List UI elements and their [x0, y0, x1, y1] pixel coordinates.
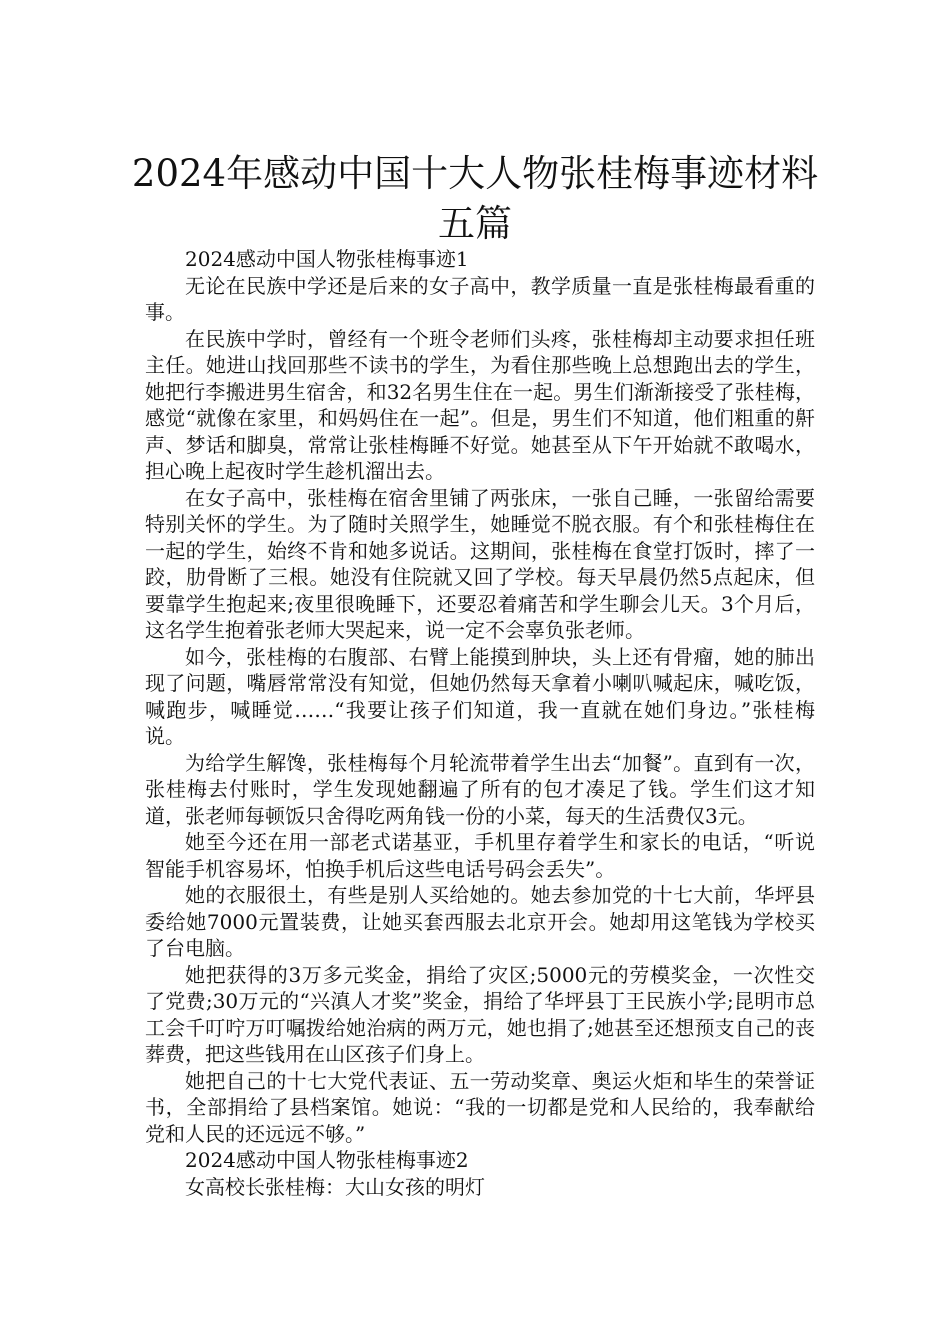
- document-body: [145, 246, 815, 1200]
- paragraph: 她的衣服很土，有些是别人买给她的。她去参加党的十七大前，华坪县委给她7000元置装费，让她买套西服去北京开会。她却用这笔钱为学校买了台电脑。: [145, 883, 815, 960]
- paragraph: 为给学生解馋，张桂梅每个月轮流带着学生出去“加餐”。直到有一次，张桂梅去付账时，学生发现她翻遍了所有的包才凑足了钱。学生们这才知道，张老师每顿饭只舍得吃两角钱一份的小菜，每天的生活费仅3元。: [145, 750, 815, 828]
- section-heading-1: 2024感动中国人物张桂梅事迹1: [185, 247, 469, 271]
- paragraph: 她把自己的十七大党代表证、五一劳动奖章、奥运火炬和毕生的荣誉证书，全部捐给了县档案馆。她说：“我的一切都是党和人民给的，我奉献给党和人民的还远远不够。”: [145, 1068, 815, 1146]
- paragraph: 无论在民族中学还是后来的女子高中，教学质量一直是张桂梅最看重的事。: [145, 273, 815, 324]
- paragraph: 在民族中学时，曾经有一个班令老师们头疼，张桂梅却主动要求担任班主任。她进山找回那些不读书的学生，为看住那些晚上总想跑出去的学生，她把行李搬进男生宿舍，和32名男生住在一起。男生们渐渐接受了张桂梅，感觉“就像在家里，和妈妈住在一起”。但是，男生们不知道，他们粗重的鼾声、梦话和脚臭，常常让张桂梅睡不好觉。她甚至从下午开始就不敢喝水，担心晚上起夜时学生趁机溜出去。: [145, 326, 815, 483]
- document-title: 2024年感动中国十大人物张桂梅事迹材料五篇: [131, 151, 819, 245]
- subheading: 女高校长张桂梅：大山女孩的明灯: [185, 1174, 485, 1199]
- paragraph: 她把获得的3万多元奖金，捐给了灾区;5000元的劳模奖金，一次性交了党费;30万元的“兴滇人才奖”奖金，捐给了华坪县丁王民族小学;昆明市总工会千叮咛万叮嘱拨给她治病的两万元，她也捐了;她甚至还想预支自己的丧葬费，把这些钱用在山区孩子们身上。: [145, 962, 815, 1066]
- paragraph: 如今，张桂梅的右腹部、右臂上能摸到肿块，头上还有骨瘤，她的肺出现了问题，嘴唇常常没有知觉，但她仍然每天拿着小喇叭喊起床，喊吃饭，喊跑步，喊睡觉……“我要让孩子们知道，我一直就在她们身边。”张桂梅说。: [145, 644, 815, 748]
- section-heading-2: 2024感动中国人物张桂梅事迹2: [185, 1148, 469, 1172]
- paragraph: 她至今还在用一部老式诺基亚，手机里存着学生和家长的电话，“听说智能手机容易坏，怕换手机后这些电话号码会丢失”。: [145, 830, 815, 881]
- paragraph: 在女子高中，张桂梅在宿舍里铺了两张床，一张自己睡，一张留给需要特别关怀的学生。为了随时关照学生，她睡觉不脱衣服。有个和张桂梅住在一起的学生，始终不肯和她多说话。这期间，张桂梅在食堂打饭时，摔了一跤，肋骨断了三根。她没有住院就又回了学校。每天早晨仍然5点起床，但要靠学生抱起来;夜里很晚睡下，还要忍着痛苦和学生聊会儿天。3个月后，这名学生抱着张老师大哭起来，说一定不会辜负张老师。: [145, 485, 815, 642]
